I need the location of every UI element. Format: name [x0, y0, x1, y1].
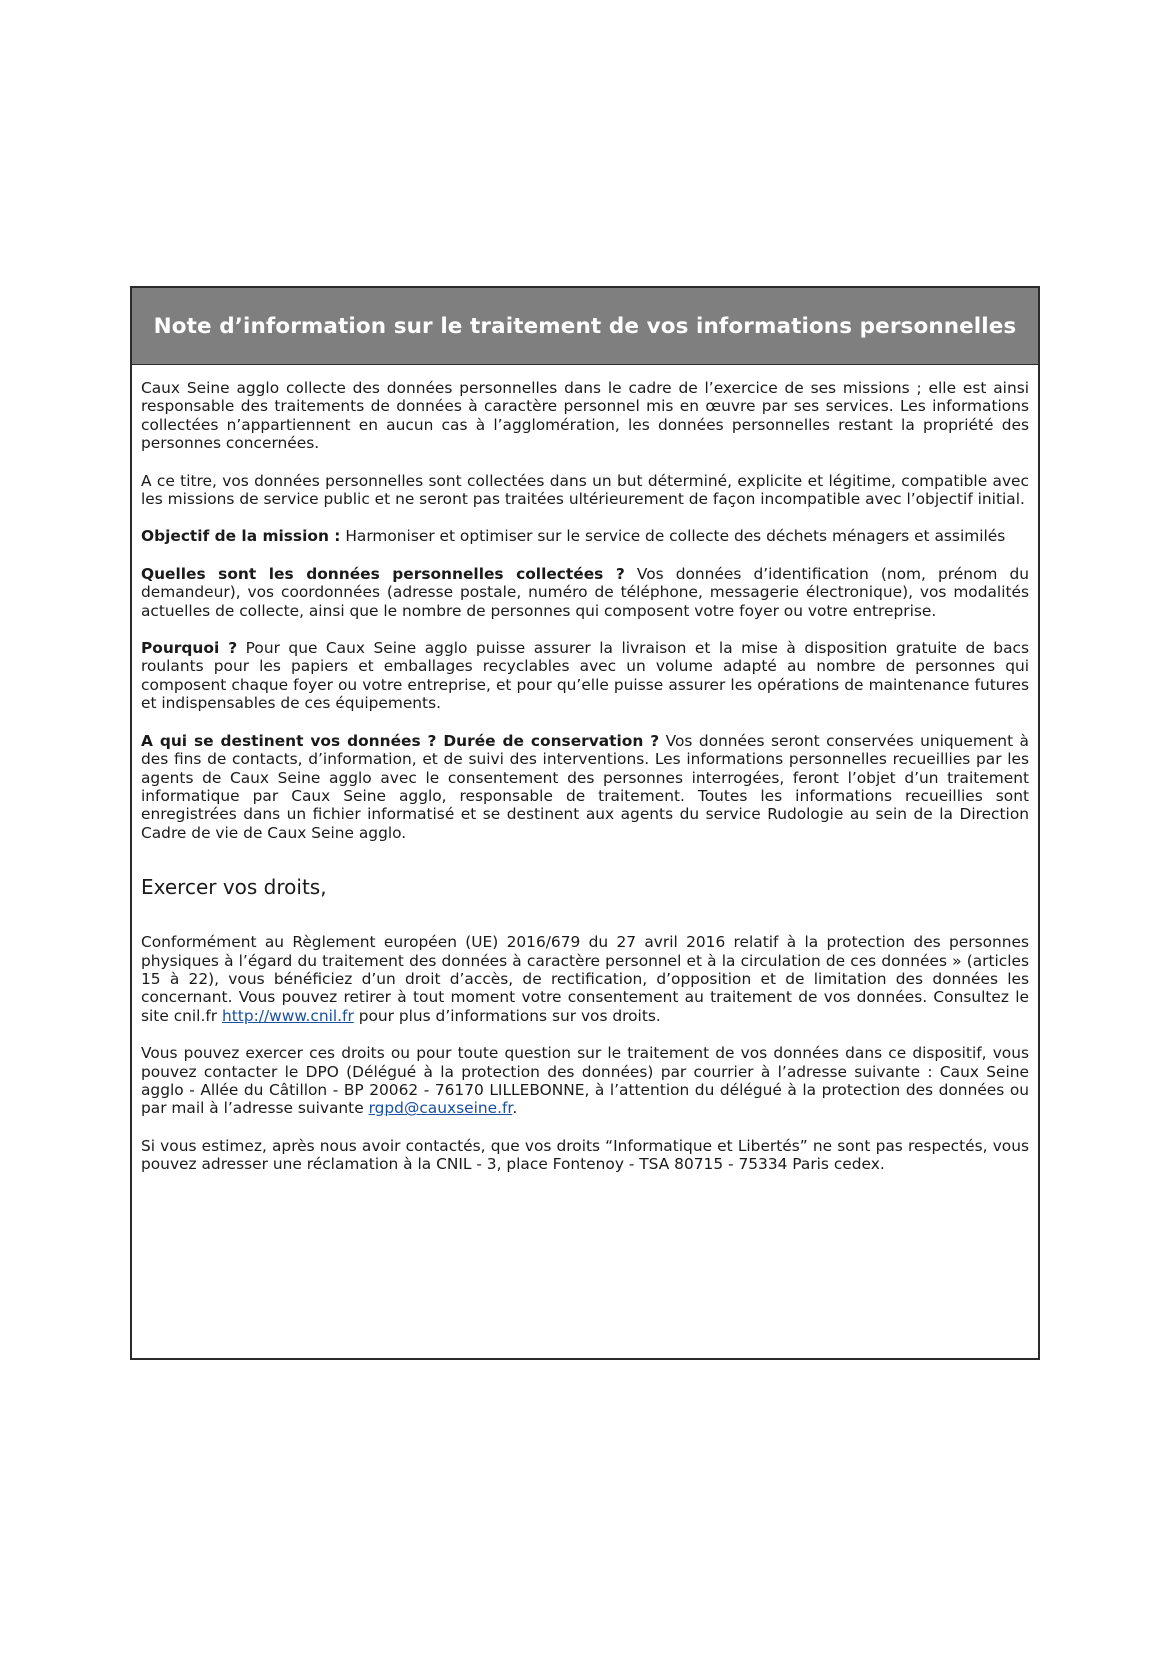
notice-body — [132, 365, 1038, 1174]
rights-p2-text-after: . — [512, 1099, 518, 1118]
intro-paragraph-1: Caux Seine agglo collecte des données personnelles dans le cadre de l’exercice de ses missions ; elle est ainsi responsable des traitements de données à caractère personnel mis en œuvre par ses services. Les informations collectées n’appartiennent en aucun cas à l’agglomération, les données personnelles restant la propriété des personnes concernées. — [141, 379, 1029, 453]
why-paragraph — [141, 639, 1029, 713]
data-collected-paragraph — [141, 565, 1029, 620]
recipients-text: Vos données seront conservées uniquement à des fins de contacts, d’information, et de suivi des interventions. Les informations personnelles recueillies par les agents de Caux Seine agglo avec le consentement des personnes interrogées, feront l’objet d’un traitement informatique par Caux Seine agglo, responsable de traitement. Toutes les informations recueillies sont enregistrées dans un fichier informatisé et se destinent aux agents du service Rudologie au sein de la Direction Cadre de vie de Caux Seine agglo. — [141, 731, 1029, 842]
notice-title: Note d’information sur le traitement de vos informations personnelles — [153, 313, 1017, 339]
information-notice-box — [130, 286, 1040, 1360]
notice-header — [132, 288, 1038, 365]
recipients-label: A qui se destinent vos données ? Durée de conservation ? — [141, 731, 660, 750]
rights-p2-text-before: Vous pouvez exercer ces droits ou pour toute question sur le traitement de vos données dans ce dispositif, vous pouvez contacter le DPO (Délégué à la protection des données) par courrier à l’adresse suivante : Caux Seine agglo - Allée du Câtillon - BP 20062 - 76170 LILLEBONNE, à l’attention du délégué à la protection des données ou par mail à l’adresse suivante — [141, 1044, 1029, 1118]
rights-heading: Exercer vos droits, — [141, 875, 327, 900]
dpo-email-link[interactable]: rgpd@cauxseine.fr — [368, 1099, 513, 1118]
rights-p1-text-before: Conformément au Règlement européen (UE) 2016/679 du 27 avril 2016 relatif à la protection des personnes physiques à l’égard du traitement des données à caractère personnel et à la circulation de ces données » (articles 15 à 22), vous bénéficiez d’un droit d’accès, de rectification, d’opposition et de limitation des données les concernant. Vous pouvez retirer à tout moment votre consentement au traitement de vos données. Consultez le site cnil.fr — [141, 933, 1029, 1025]
cnil-link[interactable]: http://www.cnil.fr — [222, 1006, 354, 1025]
rights-paragraph-1 — [141, 933, 1029, 1025]
objective-text: Harmoniser et optimiser sur le service de collecte des déchets ménagers et assimilés — [345, 527, 1006, 546]
objective-label: Objectif de la mission : — [141, 527, 341, 546]
intro-paragraph-2: A ce titre, vos données personnelles sont collectées dans un but déterminé, explicite et légitime, compatible avec les missions de service public et ne seront pas traitées ultérieurement de façon incompatible avec l’objectif initial. — [141, 471, 1029, 509]
rights-p1-text-after: pour plus d’informations sur vos droits. — [353, 1006, 661, 1025]
rights-paragraph-3: Si vous estimez, après nous avoir contactés, que vos droits “Informatique et Libertés” ne sont pas respectés, vous pouvez adresser une réclamation à la CNIL - 3, place Fontenoy - TSA 80715 - 75334 Paris cedex. — [141, 1136, 1029, 1174]
objective-paragraph — [141, 527, 1029, 545]
why-label: Pourquoi ? — [141, 639, 238, 658]
recipients-paragraph — [141, 732, 1029, 842]
why-text: Pour que Caux Seine agglo puisse assurer la livraison et la mise à disposition gratuite de bacs roulants pour les papiers et emballages recyclables avec un volume adapté au nombre de personnes qui composent chaque foyer ou votre entreprise, et pour qu’elle puisse assurer les opérations de maintenance futures et indispensables de ces équipements. — [141, 639, 1029, 713]
rights-paragraph-2 — [141, 1044, 1029, 1118]
data-collected-text: Vos données d’identification (nom, prénom du demandeur), vos coordonnées (adresse postale, numéro de téléphone, messagerie électronique), vos modalités actuelles de collecte, ainsi que le nombre de personnes qui composent votre foyer ou votre entreprise. — [141, 564, 1029, 620]
data-collected-label: Quelles sont les données personnelles collectées ? — [141, 564, 625, 583]
